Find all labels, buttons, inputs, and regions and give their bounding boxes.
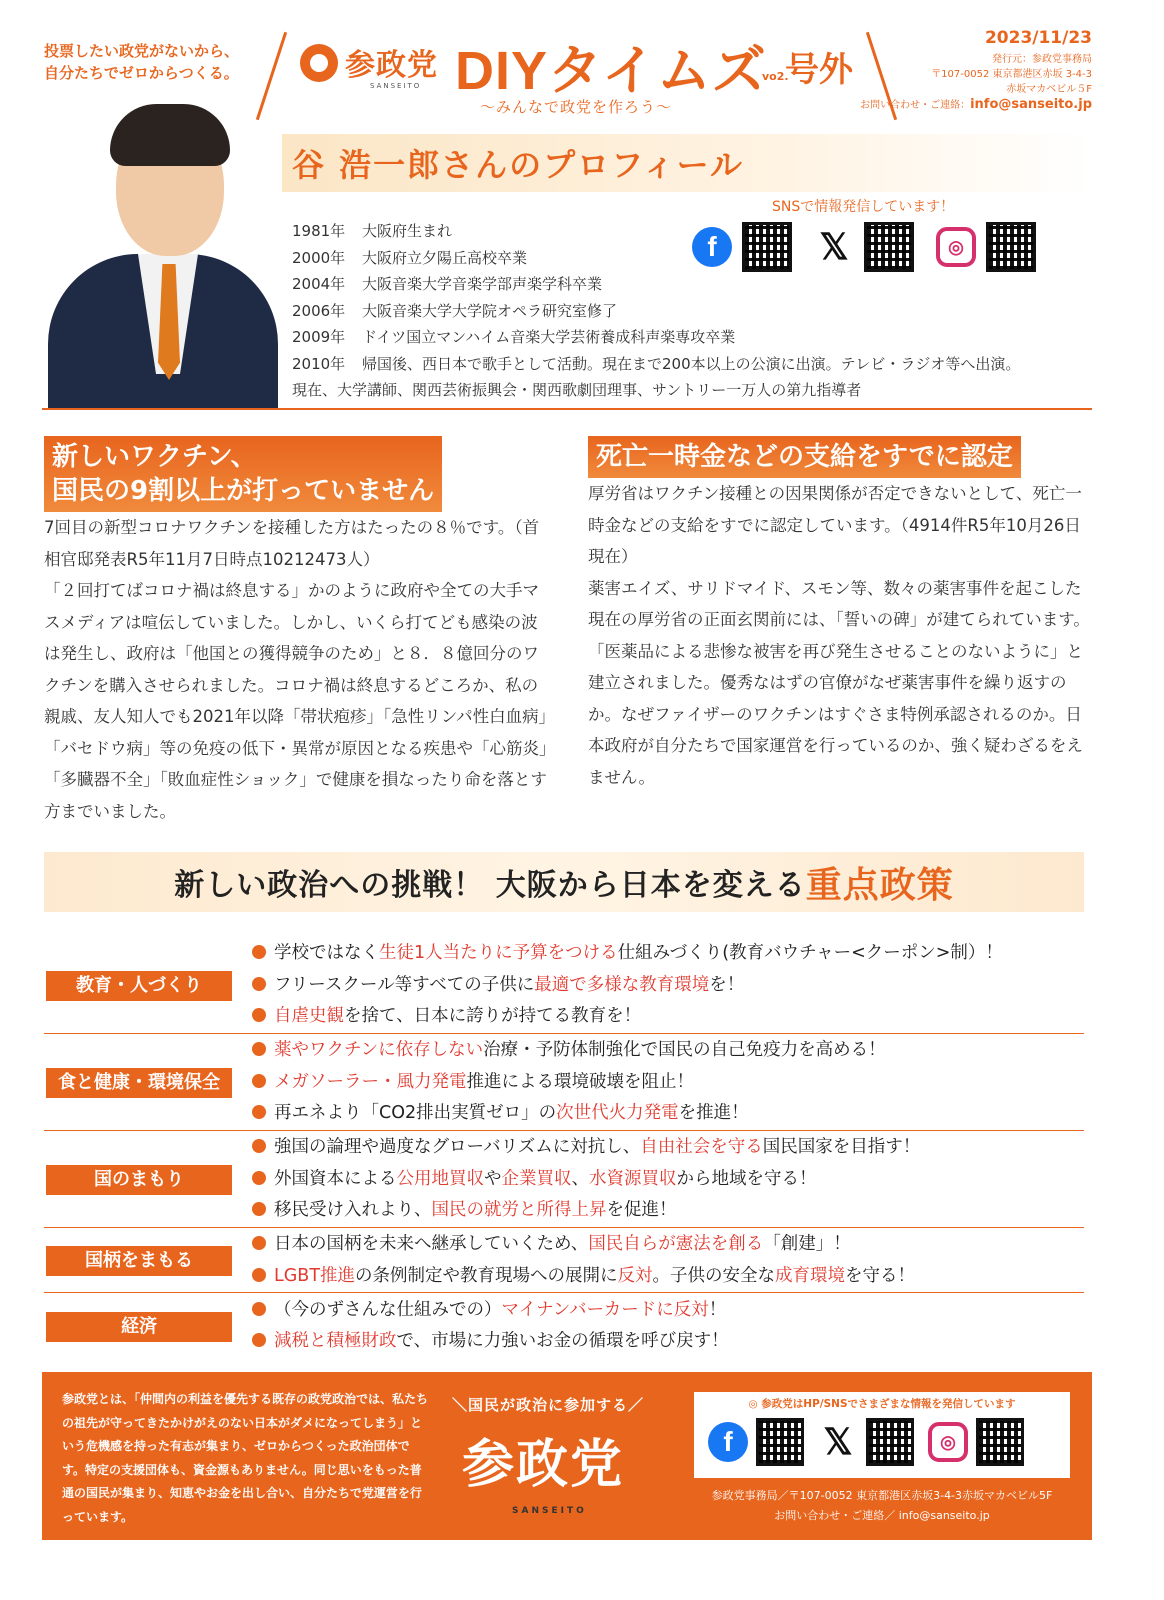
policy-items <box>252 1035 886 1130</box>
article-paragraph: 7回目の新型コロナワクチンを接種した方はたったの８％です。（首相官邸発表R5年11月7日時点10212473人） <box>44 518 540 569</box>
policy-highlight: 企業買収 <box>501 1168 572 1189</box>
policy-text: を促進！ <box>606 1200 677 1220</box>
policy-highlight: 減税と積極財政 <box>274 1331 397 1351</box>
footer-address-line: 参政党事務局／〒107-0052 東京都港区赤坂3-4-3赤坂マカベビル5F <box>711 1489 1053 1502</box>
policy-text: を守る！ <box>845 1265 916 1286</box>
policy-item <box>252 1295 729 1327</box>
policy-highlight: 水資源買収 <box>589 1168 677 1189</box>
profile-section <box>42 134 1092 410</box>
address-line-2: 赤坂マカベビル５F <box>1006 84 1092 95</box>
policy-highlight: 公用地買収 <box>396 1168 484 1189</box>
party-logo-icon <box>300 44 338 82</box>
facebook-icon[interactable]: f <box>708 1422 748 1462</box>
policy-highlight: 生徒1人当たりに予算をつける <box>379 943 618 963</box>
publisher: 発行元：参政党事務局 <box>992 54 1092 65</box>
policy-text: 移民受け入れより、 <box>274 1200 432 1220</box>
x-qr-code-icon[interactable] <box>866 1418 914 1466</box>
policy-text: 治療・予防体制強化で国民の自己免疫力を高める！ <box>483 1040 886 1060</box>
article-heading: 死亡一時金などの支給をすでに認定 <box>588 436 1021 478</box>
policy-items <box>252 1295 729 1358</box>
policy-text: 強国の論理や過度なグローバリズムに対抗し、 <box>274 1137 641 1157</box>
footer-address <box>694 1486 1070 1526</box>
policy-category <box>44 1229 1084 1293</box>
timeline-row: 2004年 大阪音楽大学音楽学部声楽学科卒業 <box>292 275 603 293</box>
policy-text: 国民国家を目指す！ <box>762 1137 921 1157</box>
bullet-icon <box>252 1074 266 1088</box>
footer <box>42 1372 1092 1540</box>
candidate-photo <box>48 104 278 408</box>
contact-label: お問い合わせ・ご連絡： <box>860 100 971 111</box>
article-paragraph: 厚労省はワクチン接種との因果関係が否定できないとして、死亡一時金などの支給をすでに認定しています。（4914件R5年10月26日現在） <box>588 484 1082 566</box>
bullet-icon <box>252 1008 266 1022</box>
policy-section <box>44 852 1084 1351</box>
policy-text: （今のずさんな仕組みでの） <box>274 1299 502 1320</box>
timeline-row: 2006年 大阪音楽大学大学院オペラ研究室修了 <box>292 301 618 320</box>
instagram-qr-code-icon[interactable] <box>976 1418 1024 1466</box>
policy-item <box>252 970 1003 1002</box>
policy-items <box>252 1229 915 1292</box>
policy-highlight: LGBT推進 <box>274 1265 356 1286</box>
party-about: 参政党とは、「仲間内の利益を優先する既存の政党政治では、私たちの祖先が守ってきたかけがえのない日本がダメになってしまう」という危機感を持った有志が集まり、ゼロからつくった政治団体です。特定の支援団体も、資金源もありません。同じ思いをもった普通の国民が集まり、知恵やお金を出し合い、自分たちで党運営を行っています。 <box>62 1392 429 1524</box>
policy-item <box>252 1067 886 1099</box>
policy-item <box>252 1164 920 1196</box>
policy-text: 推進による環境破壊を阻止！ <box>466 1071 694 1092</box>
policy-banner-highlight: 重点政策 <box>805 864 954 906</box>
footer-sns-links <box>708 1418 1038 1466</box>
instagram-icon[interactable]: ◎ <box>936 227 976 267</box>
policy-highlight: 最適で多様な教育環境 <box>534 974 710 995</box>
bullet-icon <box>252 1302 266 1316</box>
policy-banner <box>44 852 1084 912</box>
policy-item <box>252 1261 915 1293</box>
policy-highlight: 次世代火力発電 <box>556 1103 679 1123</box>
policy-item <box>252 1035 886 1067</box>
party-logo-text: 参政党 <box>345 48 438 83</box>
header <box>0 0 1164 120</box>
bullet-icon <box>252 1333 266 1347</box>
policy-item <box>252 1229 915 1261</box>
policy-text: を捨て、日本に誇りが持てる教育を！ <box>344 1006 642 1026</box>
policy-text: を！ <box>709 974 745 995</box>
policy-item <box>252 1001 1003 1033</box>
bullet-icon <box>252 945 266 959</box>
article-paragraph: 薬害エイズ、サリドマイド、スモン等、数々の薬害事件を起こした現在の厚労省の正面玄関前には、「誓いの碑」が建てられています。「医薬品による悲惨な被害を再び発生させることのないように」と建立されました。優秀なはずの官僚がなぜ薬害事件を繰り返すのか。なぜファイザーのワクチンはすぐさま特例承認されるのか。日本政府が自分たちで国家運営を行っているのか、強く疑わざるをえません。 <box>588 578 1090 787</box>
facebook-qr-code-icon[interactable] <box>756 1418 804 1466</box>
policy-banner-text: 新しい政治への挑戦！ 大阪から日本を変える <box>174 868 806 903</box>
timeline-row: 2010年 帰国後、西日本で歌手として活動。現在まで200本以上の公演に出演。テレビ・ラジオ等へ出演。 <box>292 354 1021 373</box>
bullet-icon <box>252 1171 266 1185</box>
publisher-info <box>860 52 1092 113</box>
policy-text: 、 <box>571 1168 589 1189</box>
sns-label: SNSで情報発信しています！ <box>772 199 955 215</box>
policy-category-label: 国柄をまもる <box>46 1246 232 1276</box>
policy-text: を推進！ <box>678 1103 749 1123</box>
policy-item <box>252 1195 920 1227</box>
footer-contact[interactable]: お問い合わせ・ご連絡／ info@sanseito.jp <box>774 1509 990 1522</box>
policy-text: ！ <box>708 1299 727 1320</box>
policy-highlight: 薬やワクチンに依存しない <box>274 1040 484 1060</box>
policy-item <box>252 1098 886 1130</box>
address-line-1: 〒107-0052 東京都港区赤坂 3-4-3 <box>931 69 1092 80</box>
bullet-icon <box>252 977 266 991</box>
policy-category <box>44 1035 1084 1131</box>
policy-category <box>44 938 1084 1034</box>
policy-highlight: 成育環境 <box>775 1265 846 1286</box>
bullet-icon <box>252 1268 266 1282</box>
bullet-icon <box>252 1105 266 1119</box>
bullet-icon <box>252 1042 266 1056</box>
timeline-row: 1981年 大阪府生まれ <box>292 222 453 240</box>
policy-highlight: 自由社会を守る <box>640 1137 763 1157</box>
policy-text: フリースクール等すべての子供に <box>274 974 535 995</box>
bullet-icon <box>252 1139 266 1153</box>
policy-item <box>252 1132 920 1164</box>
footer-logo: 参政党 <box>462 1435 625 1495</box>
policy-items <box>252 938 1003 1033</box>
policy-highlight: 国民の就労と所得上昇 <box>431 1200 607 1220</box>
policy-text: 。子供の安全な <box>652 1265 776 1286</box>
profile-timeline <box>292 218 1020 404</box>
policy-text: 「創建」！ <box>763 1234 851 1254</box>
contact-email[interactable]: info@sanseito.jp <box>970 97 1092 112</box>
bullet-icon <box>252 1236 266 1250</box>
paper-vol: vo2. <box>762 70 789 83</box>
paper-subtitle: 〜みんなで政党を作ろう〜 <box>480 98 673 116</box>
article-heading: 新しいワクチン、 国民の9割以上が打っていません <box>44 436 442 512</box>
policy-text: の条例制定や教育現場への展開に <box>355 1265 618 1286</box>
policy-category <box>44 1132 1084 1228</box>
policy-text: 仕組みづくり(教育バウチャー<クーポン>制）！ <box>617 943 1003 963</box>
tagline <box>44 40 274 84</box>
tagline-line-2: 自分たちでゼロからつくる。 <box>44 64 239 82</box>
policy-text: 日本の国柄を未来へ継承していくため、 <box>274 1234 589 1254</box>
footer-slogan: ＼国民が政治に参加する／ <box>452 1396 645 1414</box>
policy-text: で、市場に力強いお金の循環を呼び戻す！ <box>396 1331 729 1351</box>
policy-category-label: 国のまもり <box>46 1165 232 1195</box>
policy-text: 再エネより「CO2排出実質ゼロ」の <box>274 1103 557 1123</box>
policy-text: から地域を守る！ <box>676 1168 817 1189</box>
tagline-line-1: 投票したい政党がないから、 <box>44 42 240 60</box>
timeline-current: 現在、大学講師、関西芸術振興会・関西歌劇団理事、サントリー一万人の第九指導者 <box>292 381 862 399</box>
policy-highlight: 自虐史観 <box>274 1006 344 1026</box>
timeline-row: 2000年 大阪府立夕陽丘高校卒業 <box>292 248 528 267</box>
policy-item <box>252 938 1003 970</box>
x-icon[interactable]: 𝕏 <box>819 226 849 267</box>
policy-text: や <box>484 1168 502 1189</box>
policy-item <box>252 1326 729 1358</box>
footer-sns-label: ◎ 参政党はHP/SNSでさまざまな情報を発信しています <box>748 1398 1016 1410</box>
policy-highlight: 国民自らが憲法を創る <box>588 1234 764 1254</box>
footer-sns-box <box>694 1392 1070 1478</box>
policy-highlight: メガソーラー・風力発電 <box>274 1071 467 1092</box>
policy-category <box>44 1295 1084 1359</box>
policy-category-label: 食と健康・環境保全 <box>46 1068 232 1098</box>
policy-category-label: 経済 <box>46 1312 232 1342</box>
policy-items <box>252 1132 920 1227</box>
timeline-row: 2009年 ドイツ国立マンハイム音楽大学芸術養成科声楽専攻卒業 <box>292 328 736 346</box>
footer-logo-sub: SANSEITO <box>512 1506 587 1516</box>
policy-highlight: 反対 <box>617 1265 653 1286</box>
policy-highlight: マイナンバーカードに反対 <box>501 1299 709 1320</box>
issue-date: 2023/11/23 <box>984 28 1092 48</box>
instagram-icon[interactable]: ◎ <box>928 1422 968 1462</box>
policy-text: 外国資本による <box>274 1168 397 1189</box>
paper-extra: 号外 <box>785 50 853 90</box>
paper-name: DIYタイムズ <box>455 41 767 101</box>
x-icon[interactable]: 𝕏 <box>823 1421 853 1462</box>
article-paragraph: 「２回打てばコロナ禍は終息する」かのように政府や全ての大手マスメディアは喧伝していました。しかし、いくら打てども感染の波は発生し、政府は「他国との獲得競争のため」と８．８億回分のワクチンを購入させられました。コロナ禍は終息するどころか、私の親戚、友人知人でも2021年以降「帯状疱疹」「急性リンパ性白血病」「バセドウ病」等の免疫の低下・異常が原因となる疾患や「心筋炎」「多臓器不全」「敗血症性ショック」で健康を損なったり命を落とす方までいました。 <box>44 581 548 821</box>
article-vaccine-uptake <box>44 436 552 827</box>
policy-text: 学校ではなく <box>274 943 379 963</box>
profile-title: 谷 浩一郎さんのプロフィール <box>292 146 744 184</box>
party-logo-sub: SANSEITO <box>370 82 422 90</box>
policy-category-label: 教育・人づくり <box>46 971 232 1001</box>
bullet-icon <box>252 1202 266 1216</box>
facebook-icon[interactable]: f <box>692 227 732 267</box>
article-death-benefit <box>588 436 1096 793</box>
